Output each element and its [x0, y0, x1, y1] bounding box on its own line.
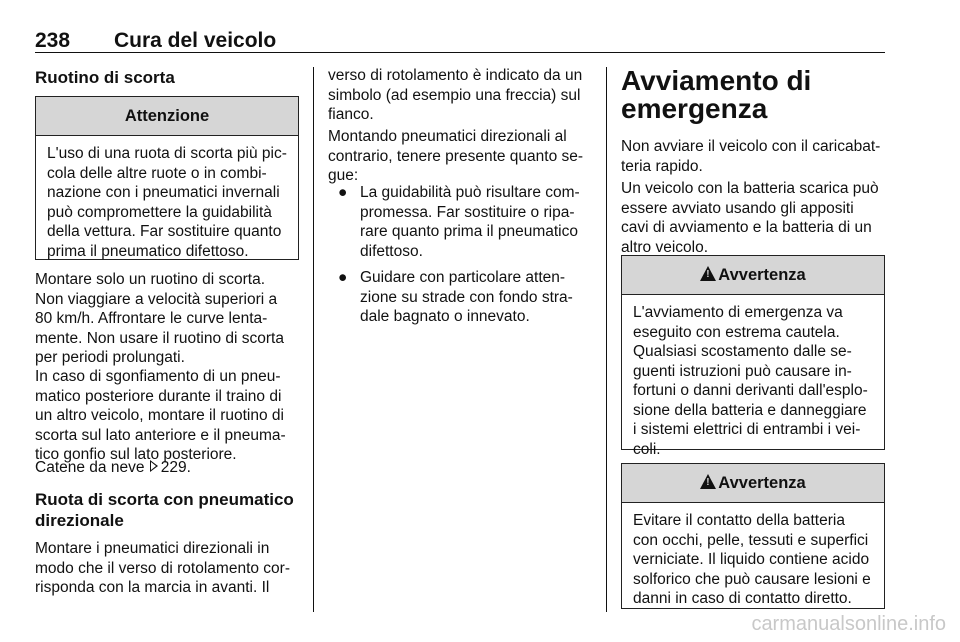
warning-2-text: Evitare il contatto della batteria con occhi, pelle, tessuti e superfici verniciate. Il liquido contiene acido solforico che può causare lesioni e danni in caso di contatto diretto. [633, 512, 871, 607]
bullet-list [328, 183, 590, 334]
warning-2-title-text: Avvertenza [718, 474, 806, 492]
paragraph-reverse-mounting: Montando pneumatici direzionali al contrario, tenere presente quanto se- gue: [328, 128, 584, 184]
warning-box-2-title [622, 464, 884, 503]
attention-box-body [36, 136, 298, 269]
warning-1-title-text: Avvertenza [718, 266, 806, 284]
watermark: carmanualsonline.info [751, 613, 946, 635]
page-number: 238 [35, 29, 71, 52]
warning-box-1 [621, 255, 885, 458]
paragraph-towing: In caso di sgonfiamento di un pneu- matico posteriore durante il traino di un altro veicolo, montare il ruotino di scorta sul lato anteriore e il pneuma- tico gonfio sul lato posteriore. [35, 368, 286, 463]
snow-chains-text: Catene da neve [35, 459, 145, 476]
paragraph-jump-cables: Un veicolo con la batteria scarica può essere avviato usando gli appositi cavi di avviamento e la batteria di un altro veicolo. [621, 180, 879, 256]
warning-box-2 [621, 463, 885, 609]
warning-box-1-body [622, 295, 884, 467]
paragraph-no-quick-charger: Non avviare il veicolo con il caricabat- teria rapido. [621, 138, 881, 175]
bullet-icon: ● [338, 184, 348, 201]
warning-triangle-icon [700, 474, 716, 489]
page-title: Cura del veicolo [114, 29, 277, 52]
attention-box [35, 96, 299, 260]
section-heading-jump-start: Avviamento di emergenza [621, 65, 812, 124]
list-item-text: Guidare con particolare atten- zione su strade con fondo stra- dale bagnato o innevato. [360, 269, 573, 325]
header-rule [35, 52, 885, 53]
list-item [328, 183, 590, 261]
warning-1-text: L'avviamento di emergenza va eseguito con estrema cautela. Qualsiasi scostamento dalle se- guenti istruzioni può causare in- fortuni o danni derivanti dall'esplo- sione della batteria e danneggiare i sistemi elettrici di entrambi i vei- coli. [633, 304, 868, 458]
warning-box-1-title [622, 256, 884, 295]
paragraph-directional-mounting: Montare i pneumatici direzionali in modo che il verso di rotolamento cor- risponda con la marcia in avanti. Il [35, 540, 291, 596]
column-divider-right [606, 67, 607, 612]
bullet-icon: ● [338, 269, 348, 286]
paragraph-spare-usage: Montare solo un ruotino di scorta. Non viaggiare a velocità superiori a 80 km/h. Affrontare le curve lenta- mente. Non usare il ruotino di scorta per periodi prolungati. [35, 271, 284, 366]
section-heading-spare-wheel: Ruotino di scorta [35, 68, 175, 87]
page-reference-icon [151, 461, 158, 471]
list-item [328, 268, 590, 327]
column-divider-left [313, 67, 314, 612]
warning-triangle-icon [700, 266, 716, 281]
paragraph-rotation-symbol: verso di rotolamento è indicato da un simbolo (ad esempio una freccia) sul fianco. [328, 67, 583, 123]
section-heading-directional-tyre: Ruota di scorta con pneumatico direzionale [35, 490, 294, 530]
warning-box-2-body [622, 503, 884, 617]
snow-chains-reference [35, 458, 299, 478]
attention-text: L'uso di una ruota di scorta più pic- cola delle altre ruote o in combi- nazione con i pneumatici invernali può compromettere la guidabilità della vettura. Far sostituire quanto prima il pneumatico difettoso. [47, 145, 287, 260]
snow-chains-page-link[interactable]: 229. [160, 459, 191, 476]
list-item-text: La guidabilità può risultare com- promessa. Far sostituire o ripa- rare quanto prima il pneumatico difettoso. [360, 184, 580, 260]
attention-box-title: Attenzione [36, 97, 298, 136]
